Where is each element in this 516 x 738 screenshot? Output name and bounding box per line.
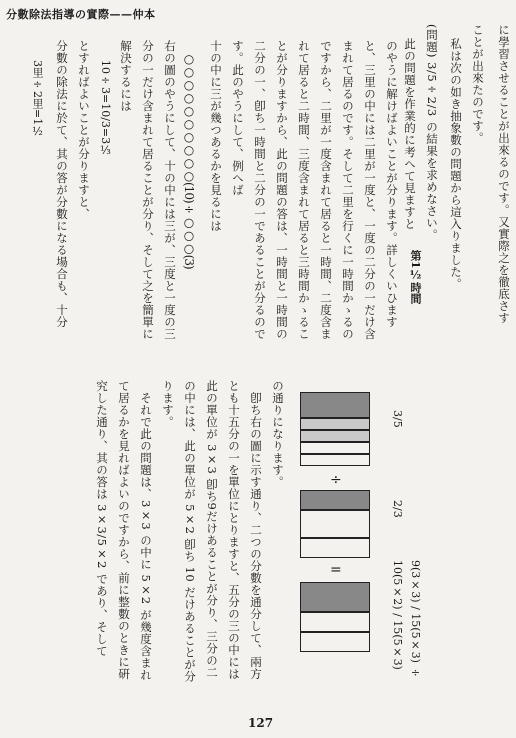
text-column: ことが出來たのです。 [471, 24, 485, 144]
plus-sign: ÷ [330, 472, 342, 488]
text-column: 十の中に三が幾つあるかを見るには [209, 40, 223, 232]
text-column: て居るかを見ればよいのですから、前に整數のときに硏 [117, 380, 131, 680]
text-column: まれて居るのです。そして二里を行くに一時間かゝるの [341, 40, 355, 340]
fraction-equation: 9(3×3) / 15(5×3) ÷ 10(5×2) / 15(5×3) [391, 560, 422, 680]
running-header: 分數除法指導の實際——仲本 [6, 8, 156, 21]
text-column: 卽ち右の圖に示す通り、二つの分數を通分して、兩方 [249, 392, 263, 680]
page-number: 127 [248, 716, 274, 730]
diagram-block-three-fifths [300, 392, 370, 418]
text-column: れて居ると二時間、三度含まれて居ると三時間かゝるこ [297, 40, 311, 340]
column-title: 第1½時間 [409, 250, 422, 304]
text-column: 解決するには [119, 40, 133, 112]
text-column: とすればよいことが分りますと、 [77, 40, 91, 220]
fraction-label: 3/5 [391, 410, 404, 428]
text-column: ります。 [161, 380, 175, 428]
diagram-block-two-thirds [300, 490, 370, 510]
text-column: 此の問題を作業的に考へて見ますと [403, 38, 417, 230]
text-column: 分の一だけ含まれて居ることが分り、そして之を簡單に [141, 40, 155, 340]
text-column: 此の單位が 3×3 卽ち9だけあることが分り、三分の二 [205, 380, 219, 679]
text-column: とも十五分の一を單位にとりますと、五分の三の中には [227, 380, 241, 680]
text-column: 究した通り、其の答は 3×3/5×2 であり、そして [95, 380, 109, 657]
text-column: 私は次の如き抽象數の問題から這入りました。 [449, 38, 463, 290]
text-column: ですから、二里が一度含まれて居ると一時間、二度含ま [319, 40, 333, 340]
circle-diagram: ○○○○○○○○○○(10)÷○○○(3) [182, 52, 196, 269]
diagram-grid [300, 582, 370, 612]
text-column: 二分の一、卽ち一時間と二分の一であることが分るので [253, 40, 267, 340]
equation-top: 3里÷2里=1½ [31, 60, 44, 139]
text-column: とが分りますから、此の問題の答は、一時間と一時間の [275, 40, 289, 340]
text-column: それで此の問題は、3×3 の中に 5×2 が幾度含まれ [139, 392, 153, 681]
equation: 10÷3=10/3=3⅓ [99, 60, 112, 158]
text-column: に學習させることが出來るのです。又實際之を徹底さす [497, 24, 511, 324]
equals-sign: = [330, 562, 342, 578]
text-column: と、三里の中には二里が一度と、一度の二分の一だけ含 [363, 40, 377, 340]
text-column: 分數の除法に於て、其の答が分數になる場合も、十分 [55, 40, 69, 328]
text-column: の中には、此の單位が 5×2 卽ち 10 だけあることが分 [183, 380, 197, 683]
text-column: の通りになります。 [271, 380, 285, 488]
text-column: のやうに解けばよいことが分ります。詳しくいひます [385, 40, 399, 328]
fraction-diagram [300, 392, 380, 662]
fraction-label: 2/3 [391, 500, 404, 518]
text-column: す。此のやうにして、例へば [231, 40, 245, 196]
text-column: 右の圖のやうにして、十の中には三が、三度と一度の三 [163, 40, 177, 340]
text-column: (問題) 3/5÷2/3 の結果を求めなさい。 [425, 24, 439, 241]
